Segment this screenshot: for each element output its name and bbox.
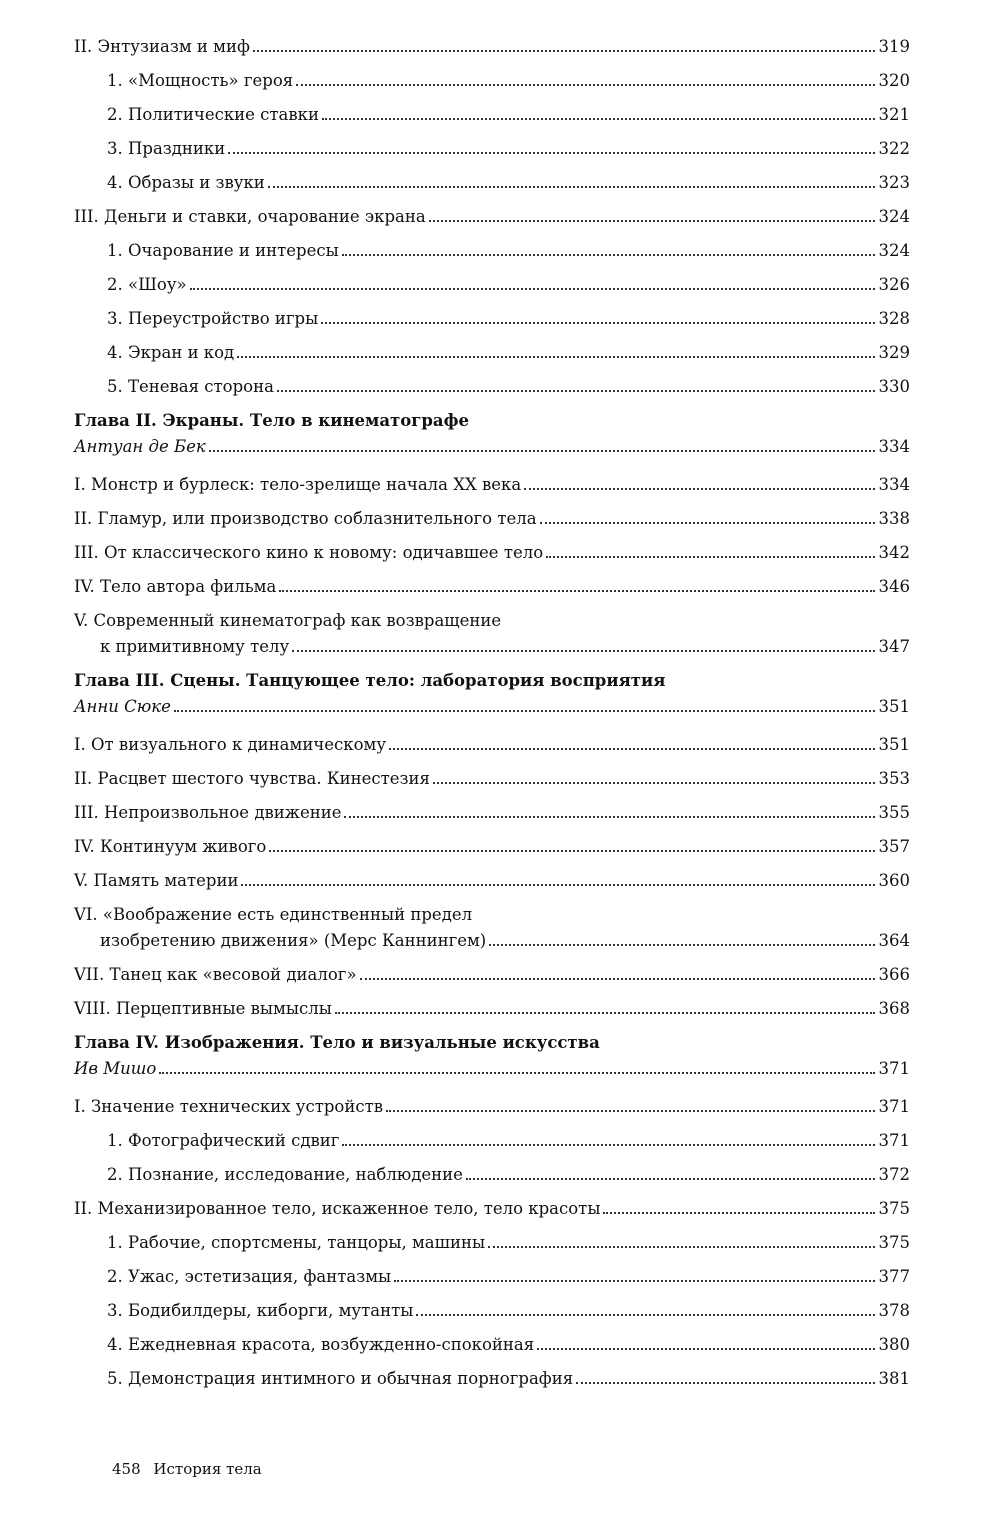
toc-entry-page: 324	[878, 241, 910, 260]
dot-leader	[537, 1348, 874, 1350]
dot-leader	[190, 288, 875, 290]
toc-entry-page: 353	[878, 769, 910, 788]
toc-entry-page: 371	[878, 1097, 910, 1116]
table-of-contents	[74, 36, 910, 1390]
toc-entry-title: II. Гламур, или производство соблазнительного тела	[74, 509, 537, 528]
toc-entry-first-line: V. Современный кинематограф как возвращение	[74, 611, 502, 630]
toc-entry	[74, 1334, 910, 1356]
toc-entry	[74, 768, 910, 790]
dot-leader	[228, 152, 874, 154]
toc-entry-page: 321	[878, 105, 910, 124]
toc-entry	[74, 1198, 910, 1220]
dot-leader	[416, 1314, 874, 1316]
footer-page-number: 458	[112, 1460, 141, 1478]
toc-entry-title: 4. Образы и звуки	[107, 173, 265, 192]
dot-leader	[279, 590, 874, 592]
dot-leader	[386, 1110, 875, 1112]
toc-entry-page: 380	[878, 1335, 910, 1354]
page-footer	[112, 1460, 262, 1478]
dot-leader	[296, 84, 874, 86]
dot-leader	[269, 850, 874, 852]
toc-entry	[74, 870, 910, 892]
toc-entry	[74, 1130, 910, 1152]
dot-leader	[277, 390, 875, 392]
toc-entry	[74, 836, 910, 858]
toc-entry	[74, 964, 910, 986]
chapter-heading: Глава III. Сцены. Танцующее тело: лаборатория восприятия	[74, 671, 666, 690]
toc-entry-page: 351	[878, 697, 910, 716]
toc-entry	[74, 1266, 910, 1288]
toc-entry-title: 2. «Шоу»	[107, 275, 187, 294]
toc-entry	[74, 542, 910, 564]
dot-leader	[576, 1382, 874, 1384]
toc-entry-title: I. От визуального к динамическому	[74, 735, 387, 754]
dot-leader	[237, 356, 874, 358]
dot-leader	[603, 1212, 874, 1214]
toc-entry-page: 322	[878, 139, 910, 158]
toc-entry-page: 338	[878, 509, 910, 528]
toc-entry	[74, 1300, 910, 1322]
dot-leader	[433, 782, 875, 784]
toc-entry	[74, 1368, 910, 1390]
toc-entry	[74, 36, 910, 58]
toc-entry-title: II. Расцвет шестого чувства. Кинестезия	[74, 769, 430, 788]
toc-entry-page: 375	[878, 1199, 910, 1218]
toc-entry-title: к примитивному телу	[100, 637, 290, 656]
toc-entry-page: 319	[878, 37, 910, 56]
toc-author-row	[74, 436, 910, 458]
toc-entry-page: 371	[878, 1131, 910, 1150]
toc-entry-title: V. Память материи	[74, 871, 239, 890]
footer-book-title: История тела	[153, 1460, 262, 1478]
toc-entry-title: 4. Экран и код	[107, 343, 235, 362]
dot-leader	[389, 748, 874, 750]
toc-entry	[74, 1232, 910, 1254]
toc-entry-page: 364	[878, 931, 910, 950]
toc-entry-title: IV. Континуум живого	[74, 837, 267, 856]
toc-entry-page: 375	[878, 1233, 910, 1252]
toc-entry-page: 366	[878, 965, 910, 984]
toc-entry-page: 381	[878, 1369, 910, 1388]
dot-leader	[292, 650, 874, 652]
dot-leader	[253, 50, 875, 52]
dot-leader	[344, 816, 874, 818]
toc-entry-page: 329	[878, 343, 910, 362]
toc-entry	[74, 576, 910, 598]
toc-entry-page: 368	[878, 999, 910, 1018]
toc-entry-title: 3. Праздники	[107, 139, 226, 158]
toc-entry	[74, 734, 910, 756]
toc-entry-title: VII. Танец как «весовой диалог»	[74, 965, 357, 984]
toc-entry-title: изобретению движения» (Мерс Каннингем)	[100, 931, 487, 950]
dot-leader	[466, 1178, 875, 1180]
toc-entry-title: 1. Рабочие, спортсмены, танцоры, машины	[107, 1233, 486, 1252]
toc-entry-first-line: VI. «Воображение есть единственный предел	[74, 905, 473, 924]
toc-entry	[74, 930, 910, 952]
toc-entry-title: III. Деньги и ставки, очарование экрана	[74, 207, 426, 226]
dot-leader	[540, 522, 875, 524]
toc-entry	[74, 376, 910, 398]
toc-entry-title: 1. Фотографический сдвиг	[107, 1131, 340, 1150]
dot-leader	[342, 254, 875, 256]
toc-entry	[74, 240, 910, 262]
toc-entry-page: 360	[878, 871, 910, 890]
toc-entry	[74, 1164, 910, 1186]
toc-entry-title: Анни Сюке	[74, 697, 171, 716]
dot-leader	[322, 118, 875, 120]
toc-entry-title: VIII. Перцептивные вымыслы	[74, 999, 332, 1018]
toc-entry-page: 320	[878, 71, 910, 90]
toc-entry-page: 324	[878, 207, 910, 226]
toc-entry-title: Антуан де Бек	[74, 437, 206, 456]
toc-author-row	[74, 696, 910, 718]
chapter-heading: Глава IV. Изображения. Тело и визуальные искусства	[74, 1033, 600, 1052]
chapter-heading: Глава II. Экраны. Тело в кинематографе	[74, 411, 469, 430]
toc-entry	[74, 172, 910, 194]
toc-entry-title: II. Механизированное тело, искаженное тело, тело красоты	[74, 1199, 601, 1218]
dot-leader	[321, 322, 874, 324]
toc-entry-page: 357	[878, 837, 910, 856]
dot-leader	[429, 220, 875, 222]
toc-entry-page: 323	[878, 173, 910, 192]
toc-entry-title: 4. Ежедневная красота, возбужденно-спокойная	[107, 1335, 535, 1354]
toc-entry-title: 5. Теневая сторона	[107, 377, 274, 396]
toc-entry-title: II. Энтузиазм и миф	[74, 37, 250, 56]
toc-entry-title: 2. Ужас, эстетизация, фантазмы	[107, 1267, 392, 1286]
dot-leader	[335, 1012, 875, 1014]
dot-leader	[174, 710, 875, 712]
toc-entry-title: 2. Политические ставки	[107, 105, 319, 124]
toc-entry-page: 347	[878, 637, 910, 656]
toc-entry-title: III. Непроизвольное движение	[74, 803, 342, 822]
dot-leader	[524, 488, 874, 490]
toc-entry-title: IV. Тело автора фильма	[74, 577, 277, 596]
toc-entry-page: 346	[878, 577, 910, 596]
toc-entry	[74, 274, 910, 296]
dot-leader	[241, 884, 874, 886]
toc-entry-page: 328	[878, 309, 910, 328]
toc-entry-title: 1. «Мощность» героя	[107, 71, 294, 90]
toc-entry-page: 355	[878, 803, 910, 822]
toc-entry-title: I. Монстр и бурлеск: тело-зрелище начала XX века	[74, 475, 522, 494]
toc-entry-page: 371	[878, 1059, 910, 1078]
toc-entry	[74, 1096, 910, 1118]
dot-leader	[342, 1144, 874, 1146]
toc-entry-title: I. Значение технических устройств	[74, 1097, 383, 1116]
toc-entry-title: 1. Очарование и интересы	[107, 241, 339, 260]
dot-leader	[209, 450, 875, 452]
dot-leader	[360, 978, 875, 980]
toc-entry-title: Ив Мишо	[74, 1059, 157, 1078]
toc-entry	[74, 998, 910, 1020]
dot-leader	[489, 944, 874, 946]
toc-entry-page: 334	[878, 437, 910, 456]
toc-entry-title: III. От классического кино к новому: одичавшее тело	[74, 543, 544, 562]
toc-entry-page: 351	[878, 735, 910, 754]
toc-entry-page: 372	[878, 1165, 910, 1184]
toc-entry	[74, 474, 910, 496]
dot-leader	[159, 1072, 874, 1074]
dot-leader	[268, 186, 875, 188]
toc-entry-title: 3. Бодибилдеры, киборги, мутанты	[107, 1301, 414, 1320]
toc-entry-page: 330	[878, 377, 910, 396]
toc-entry-title: 5. Демонстрация интимного и обычная порнография	[107, 1369, 574, 1388]
toc-entry	[74, 206, 910, 228]
toc-entry-page: 326	[878, 275, 910, 294]
toc-entry	[74, 308, 910, 330]
toc-author-row	[74, 1058, 910, 1080]
toc-entry	[74, 802, 910, 824]
toc-entry-page: 342	[878, 543, 910, 562]
toc-entry-title: 2. Познание, исследование, наблюдение	[107, 1165, 463, 1184]
toc-entry-title: 3. Переустройство игры	[107, 309, 319, 328]
toc-entry-page: 378	[878, 1301, 910, 1320]
toc-entry	[74, 508, 910, 530]
toc-entry	[74, 70, 910, 92]
toc-entry-page: 334	[878, 475, 910, 494]
dot-leader	[546, 556, 874, 558]
toc-entry	[74, 138, 910, 160]
dot-leader	[394, 1280, 874, 1282]
toc-entry	[74, 636, 910, 658]
toc-entry	[74, 342, 910, 364]
dot-leader	[488, 1246, 874, 1248]
toc-entry	[74, 104, 910, 126]
toc-entry-page: 377	[878, 1267, 910, 1286]
